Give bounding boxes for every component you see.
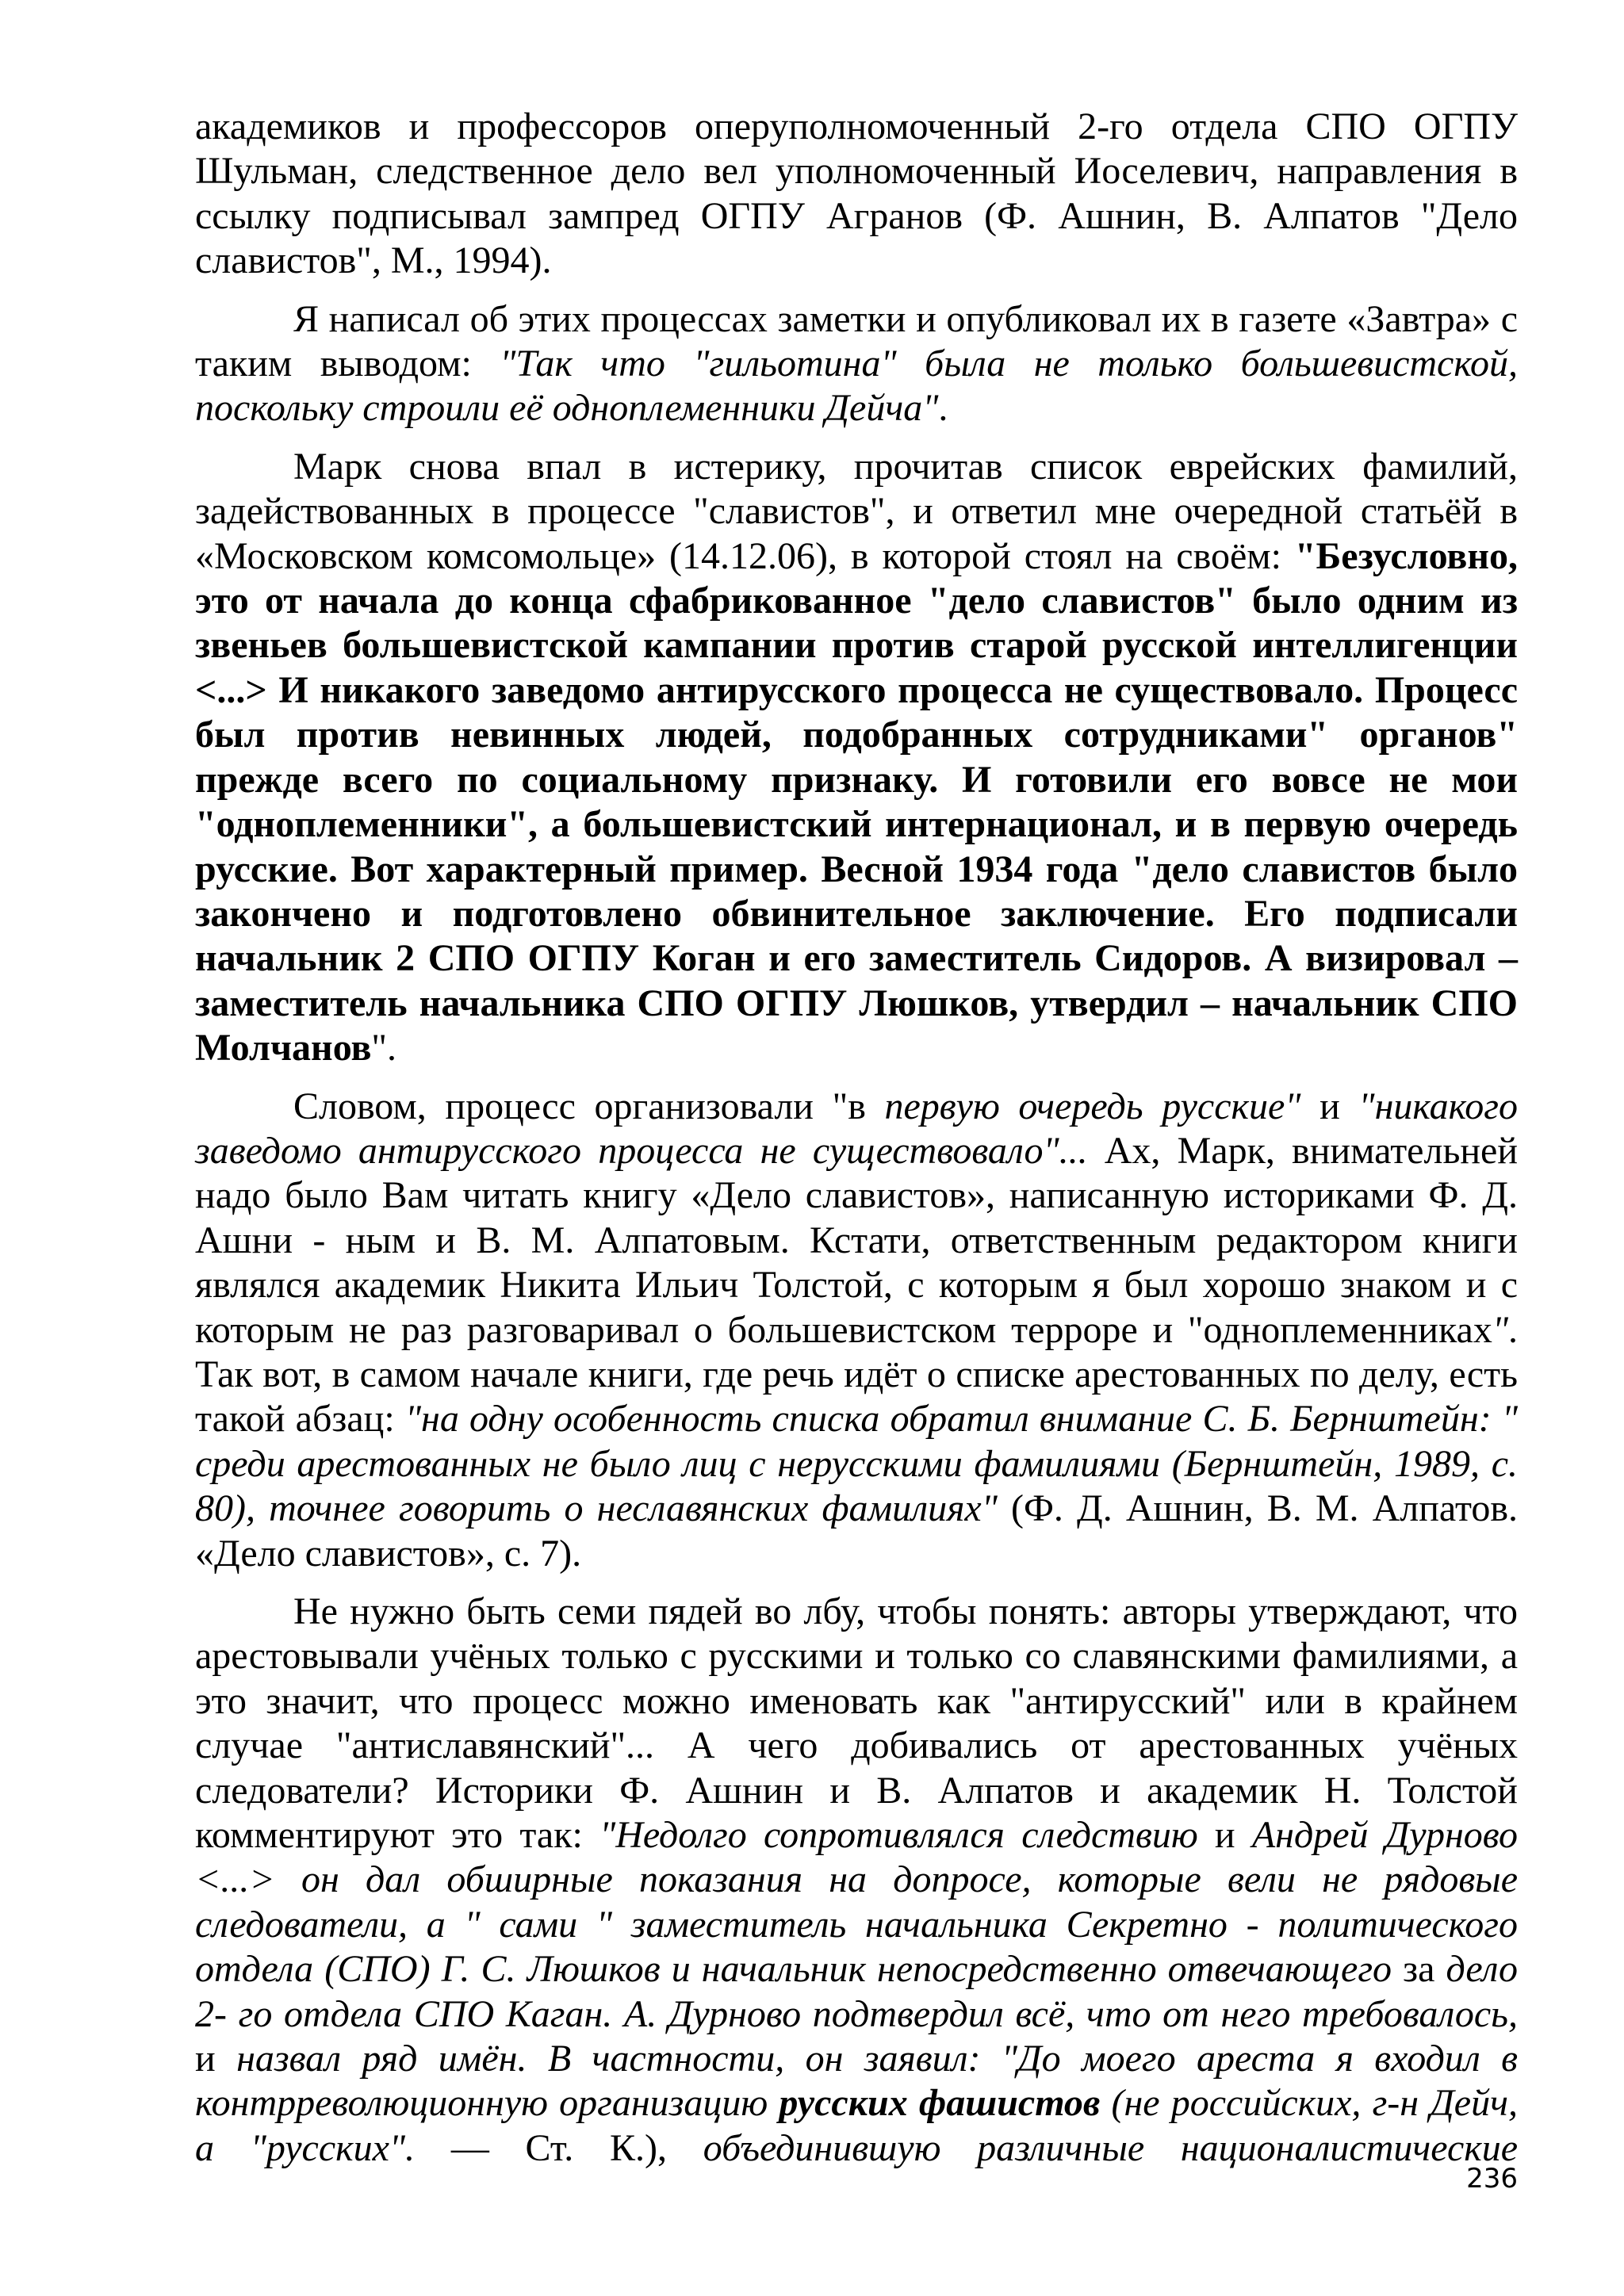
text-run: объединившую различные националистические [703,2126,1519,2169]
text-run: дело 2- го отдела СПО Каган. А. Дурново подтвердил всё, что от него требовалось, [195,1948,1519,2035]
text-run: " [1492,1308,1508,1351]
text-run: — Ст. К.), [415,2126,703,2169]
text-run: Не нужно быть семи пядей во лбу, чтобы понять: авторы утверждают, что арестовывали учёных только с русскими и только со славянскими фамилиями, а это значит, что процесс можно именовать как "антирусский" или в крайнем случае "антиславянский"... А чего добивались от арестованных учёных следователи? Историки Ф. Ашнин и В. Алпатов и академик Н. Толстой комментируют это так: [195,1590,1518,1857]
text-run: за [1392,1948,1446,1991]
body-text [195,105,1518,2216]
page-number: 236 [1466,2163,1518,2195]
text-run: академиков и профессоров оперуполномоченный 2-го отдела СПО ОГПУ Шульман, следственное дело вел уполномоченный Иоселевич, направления в ссылку подписывал зампред ОГПУ Агранов (Ф. Ашнин, В. Алпатов "Дело славистов", М., 1994). [195,105,1518,282]
paragraph-5 [195,1590,1518,2216]
paragraph-1 [195,105,1518,284]
text-run: "на одну особенность списка обратил внимание С. Б. Бернштейн: " среди арестованных не было лиц с нерусскими фамилиями (Бернштейн, 1989, с. 80), точнее говорить о неславянских фамилиях" [195,1398,1519,1530]
text-run: "никакого заведомо антирусского процесса не существовало"... [195,1085,1518,1172]
text-run: . Так вот, в самом начале книги, где речь идёт о списке арестованных по делу, есть такой абзац: [195,1308,1518,1441]
text-run: ". [371,1027,397,1070]
text-run: и [1197,1814,1252,1857]
text-run: (Ф. Д. Ашнин, В. М. Алпатов. «Дело славистов», с. 7). [195,1487,1518,1575]
text-run: первую очередь русские" [884,1085,1301,1127]
paragraph-4 [195,1085,1518,1576]
paragraph-2 [195,297,1518,431]
text-run: Андрей Дурново <...> он дал обширные показания на допросе, которые вели не рядовые следователи, а " сами " заместитель начальника Секретно - политического отдела (СПО) Г. С. Люшков и начальник непосредственно отвечающего [195,1814,1518,1991]
text-run: . [938,387,948,430]
paragraph-3 [195,445,1518,1071]
text-run: русских фашистов [779,2082,1101,2125]
text-run: назвал ряд имён. В частности, он заявил: "До моего ареста я входил в контрреволюционную организацию [195,2038,1519,2125]
text-run: и [195,2038,237,2080]
text-run: Марк снова впал в истерику, прочитав список еврейских фамилий, задействованных в процессе "славистов", и ответил мне очередной статьёй в «Московском комсомольце» (14.12.06), в которой стоял на своём: [195,445,1518,577]
text-run: "Безусловно, это от начала до конца сфабрикованное "дело славистов" было одним из звеньев большевистской кампании против старой русской интеллигенции <...> И никакого заведомо антирусского процесса не существовало. Процесс был против невинных людей, подобранных сотрудниками" органов" прежде всего по социальному признаку. И готовили его вовсе не мои "одноплеменники", а большевистский интернационал, и в первую очередь русские. Вот характерный пример. Весной 1934 года "дело славистов было закончено и подготовлено обвинительное заключение. Его подписали начальник 2 СПО ОГПУ Коган и его заместитель Сидоров. А визировал – заместитель начальника СПО ОГПУ Люшков, утвердил – начальник СПО Молчанов [195,534,1518,1070]
text-run: Ах, Марк, внимательней надо было Вам читать книгу «Дело славистов», написанную историками Ф. Д. Ашни - ным и В. М. Алпатовым. Кстати, ответственным редактором книги являлся академик Никита Ильич Толстой, с которым я был хорошо знаком и с которым не раз разговаривал о большевистском терроре и "одноплеменниках [195,1129,1519,1351]
text-run: "Так что "гильотина" была не только большевистской, поскольку строили её одноплеменники Дейча" [195,342,1518,430]
text-run: Словом, процесс организовали "в [293,1085,885,1127]
text-run: Я написал об этих процессах заметки и опубликовал их в газете «Завтра» с таким выводом: [195,297,1518,385]
text-run: (не российских, г-н Дейч, а "русских". [195,2082,1518,2169]
text-run: "Недолго сопротивлялся следствию [599,1814,1198,1857]
text-run: и [1300,1085,1359,1127]
